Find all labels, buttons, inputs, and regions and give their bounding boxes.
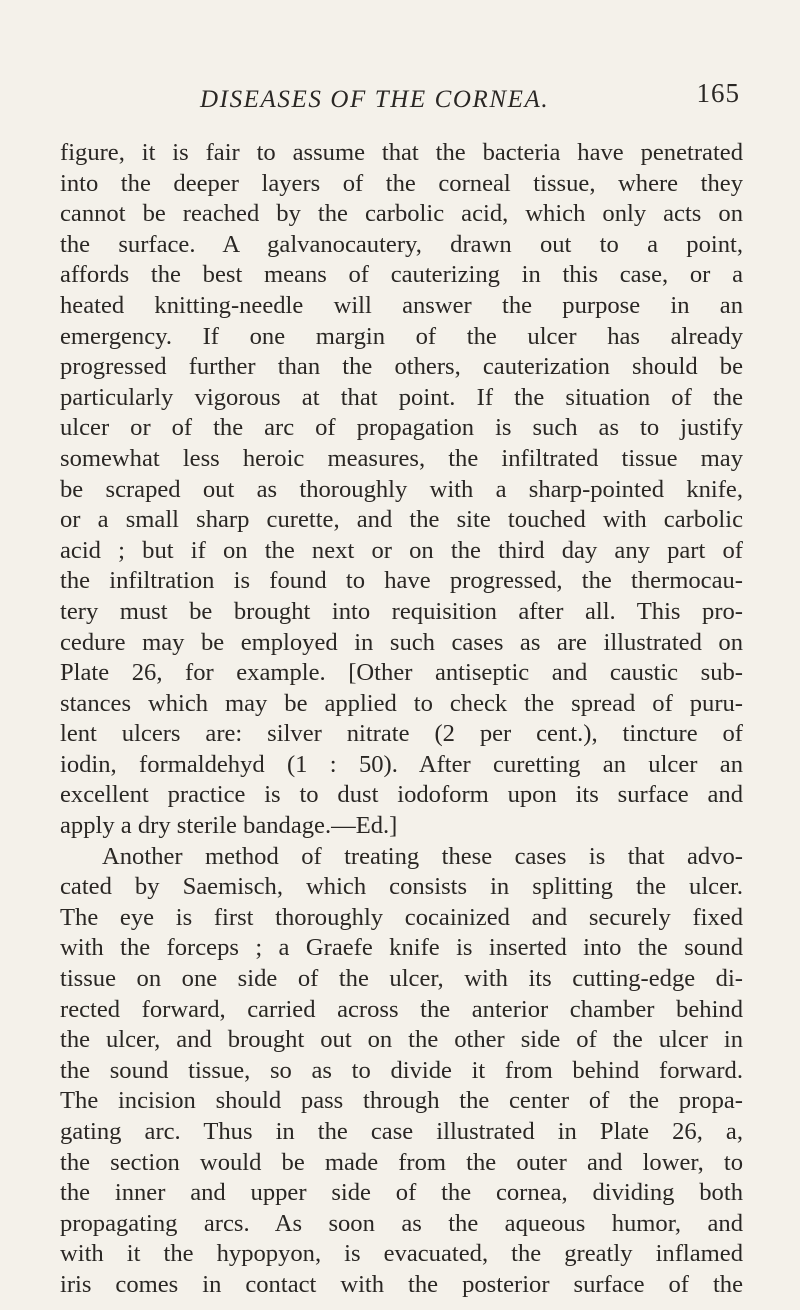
text-line: or a small sharp curette, and the site touched with carbolic (60, 506, 743, 534)
paragraph-first-line: Another method of treating these cases is that advo- (102, 842, 743, 870)
text-line: cannot be reached by the carbolic acid, which only acts on (60, 200, 743, 228)
text-line: The incision should pass through the center of the propa- (60, 1087, 743, 1115)
text-line: The eye is first thoroughly cocainized and securely fixed (60, 903, 743, 931)
page-number: 165 (696, 78, 740, 108)
text-line: cated by Saemisch, which consists in splitting the ulcer. (60, 873, 743, 901)
text-line: excellent practice is to dust iodoform upon its surface and (60, 781, 743, 809)
text-line: iodin, formaldehyd (1 : 50). After curetting an ulcer an (60, 750, 743, 778)
text-line: affords the best means of cauterizing in this case, or a (60, 261, 743, 289)
text-line: the infiltration is found to have progressed, the thermocau- (60, 567, 743, 595)
text-line: cedure may be employed in such cases as are illustrated on (60, 628, 743, 656)
body-text (60, 138, 743, 1301)
text-line: tissue on one side of the ulcer, with its cutting-edge di- (60, 965, 743, 993)
text-line: ulcer or of the arc of propagation is such as to justify (60, 414, 743, 442)
text-line: the sound tissue, so as to divide it from behind forward. (60, 1056, 743, 1084)
text-line: acid ; but if on the next or on the third day any part of (60, 536, 743, 564)
text-line: be scraped out as thoroughly with a sharp-pointed knife, (60, 475, 743, 503)
text-line: the ulcer, and brought out on the other side of the ulcer in (60, 1026, 743, 1054)
text-line: progressed further than the others, cauterization should be (60, 353, 743, 381)
text-line: apply a dry sterile bandage.—Ed.] (60, 812, 398, 840)
text-line: emergency. If one margin of the ulcer has already (60, 322, 743, 350)
text-line: figure, it is fair to assume that the bacteria have penetrated (60, 139, 743, 166)
text-line: rected forward, carried across the anterior chamber behind (60, 995, 743, 1023)
text-line: heated knitting-needle will answer the purpose in an (60, 291, 743, 319)
running-head (60, 72, 740, 112)
text-line: propagating arcs. As soon as the aqueous humor, and (60, 1209, 743, 1237)
running-title: DISEASES OF THE CORNEA. (200, 86, 550, 113)
text-line: the section would be made from the outer and lower, to (60, 1148, 743, 1176)
text-line: tery must be brought into requisition after all. This pro- (60, 597, 743, 625)
text-line: the inner and upper side of the cornea, dividing both (60, 1179, 743, 1207)
text-line: gating arc. Thus in the case illustrated in Plate 26, a, (60, 1118, 743, 1145)
text-line: with it the hypopyon, is evacuated, the greatly inflamed (60, 1240, 743, 1268)
text-line: Plate 26, for example. [Other antiseptic and caustic sub- (60, 659, 743, 687)
text-line: lent ulcers are: silver nitrate (2 per cent.), tincture of (60, 720, 743, 748)
text-line: particularly vigorous at that point. If the situation of the (60, 383, 743, 411)
text-line: iris comes in contact with the posterior surface of the (60, 1270, 743, 1298)
text-line: stances which may be applied to check the spread of puru- (60, 689, 743, 717)
text-line: the surface. A galvanocautery, drawn out to a point, (60, 230, 743, 258)
text-line: into the deeper layers of the corneal tissue, where they (60, 169, 743, 197)
text-line: somewhat less heroic measures, the infiltrated tissue may (60, 444, 743, 472)
text-line: with the forceps ; a Graefe knife is inserted into the sound (60, 934, 743, 962)
